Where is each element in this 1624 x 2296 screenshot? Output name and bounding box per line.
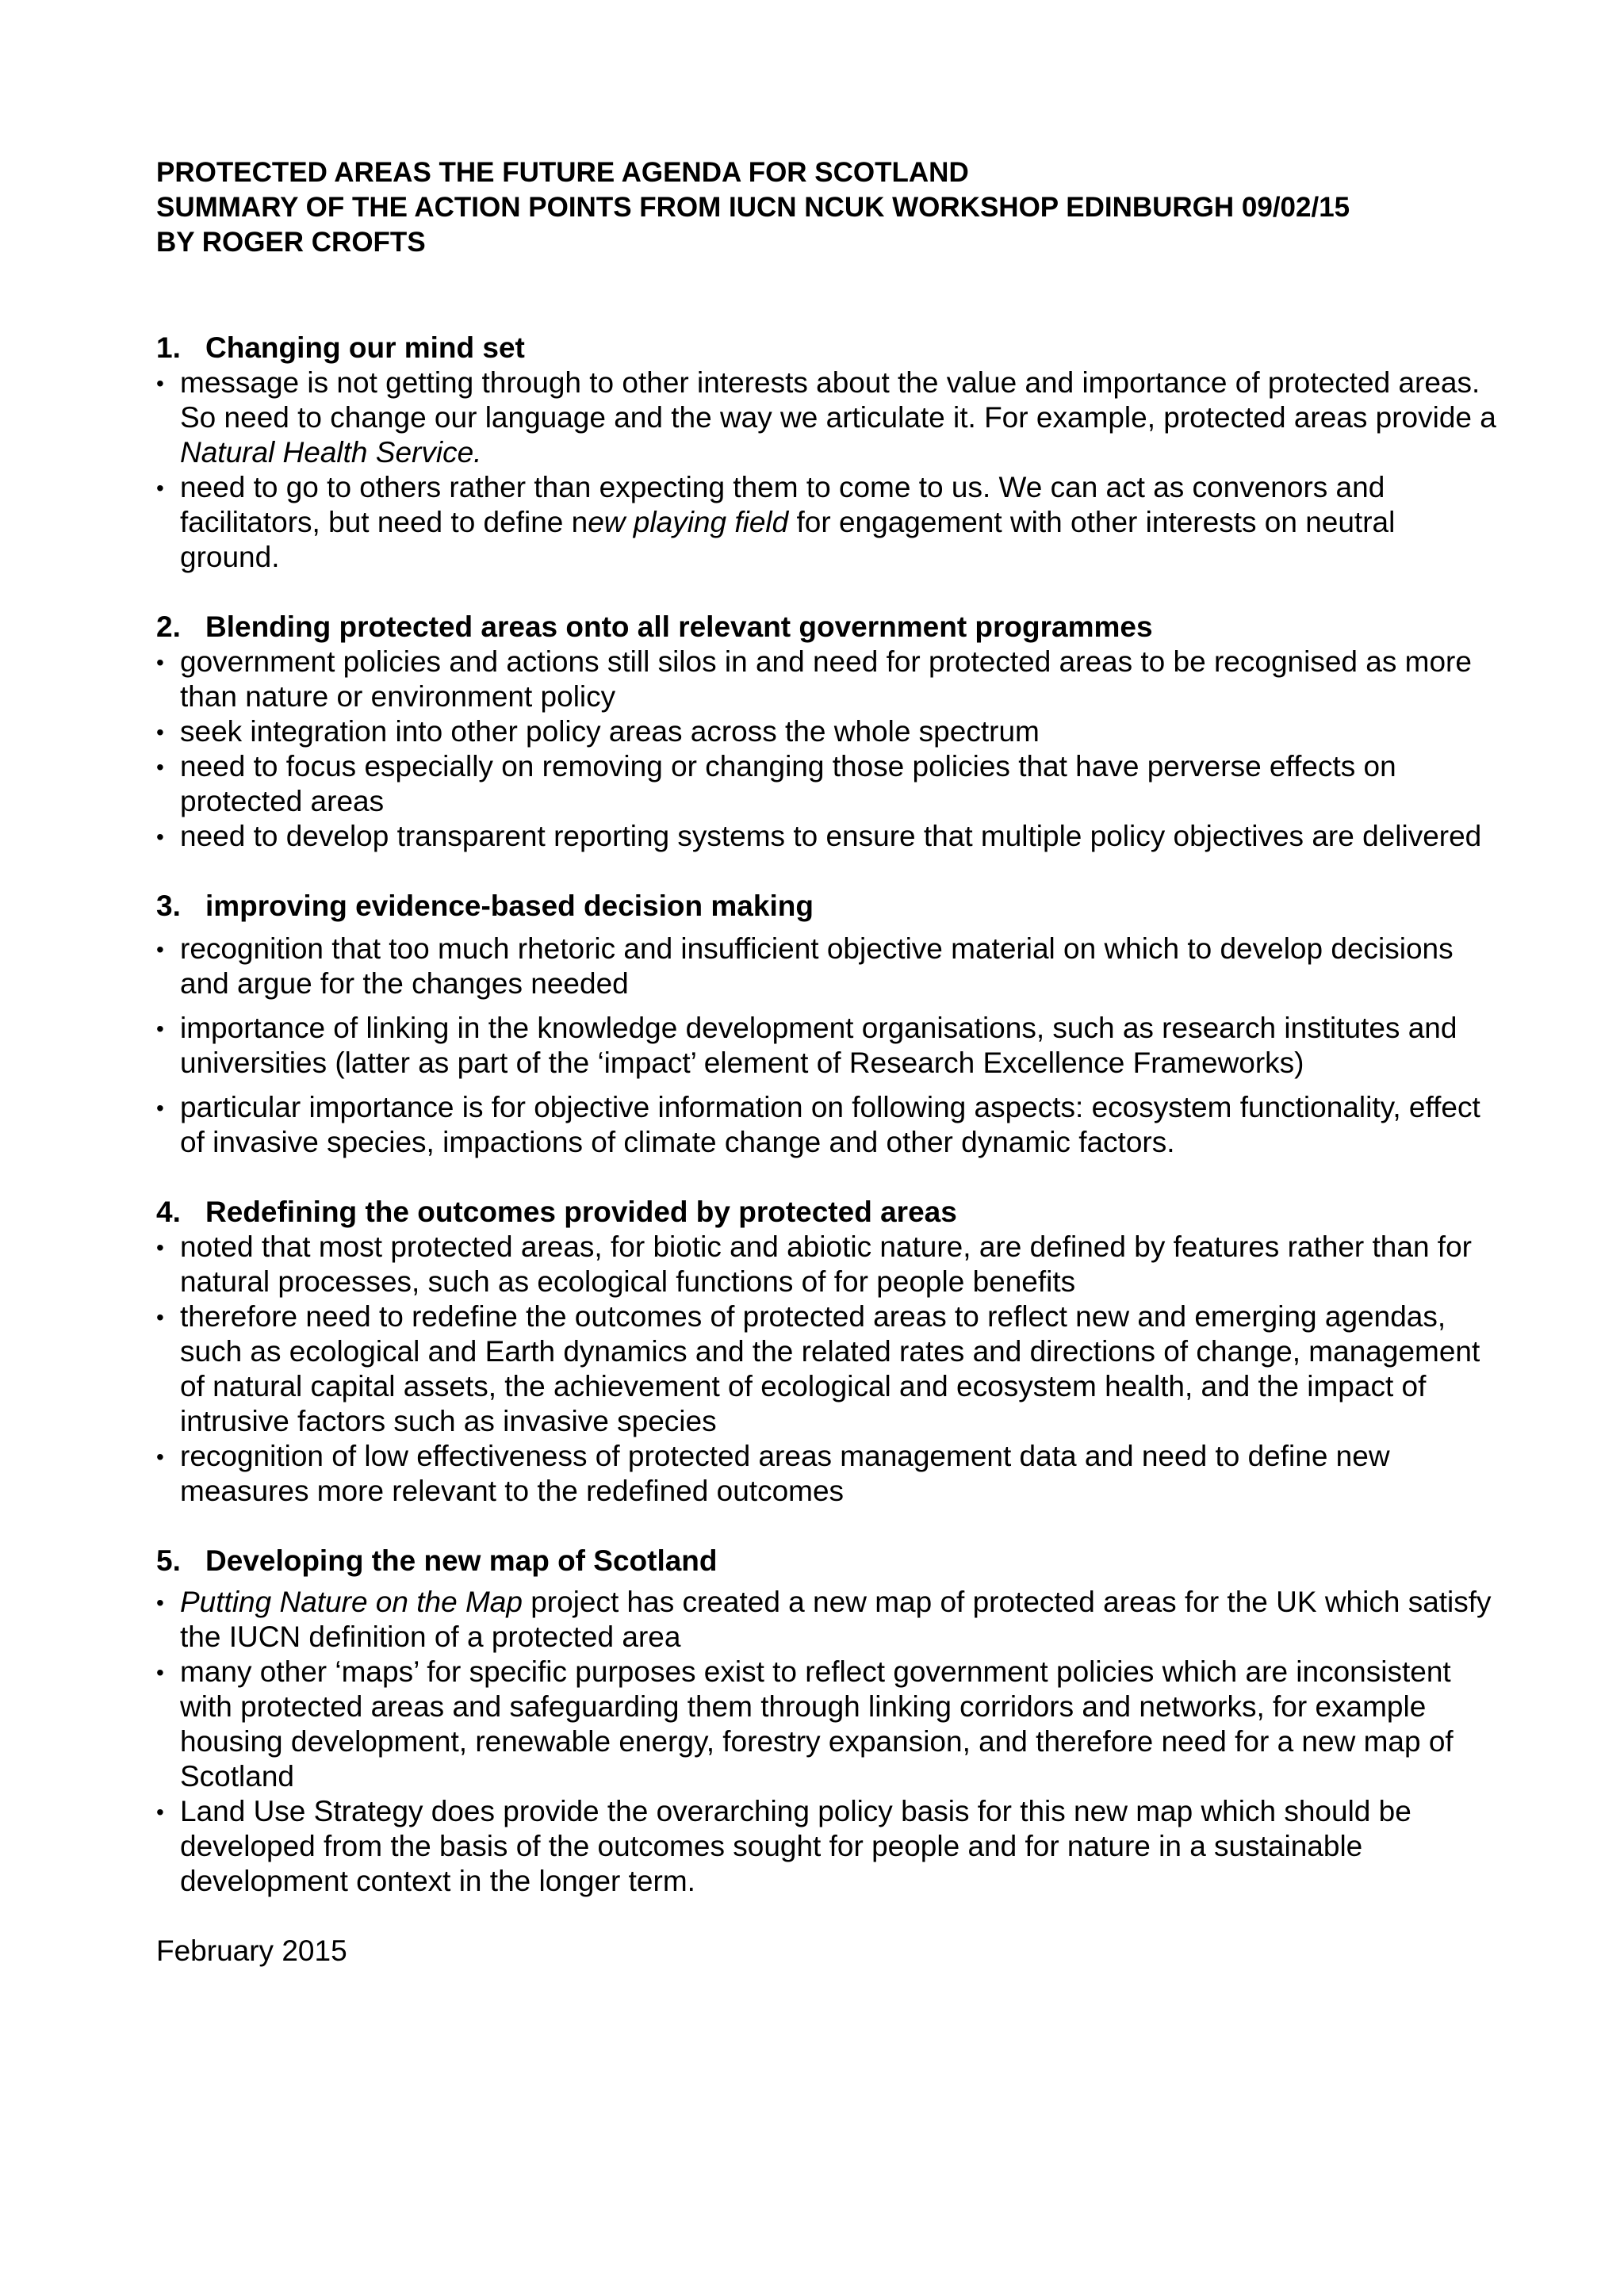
section-heading (156, 610, 1496, 645)
bullet-icon: • (156, 1016, 164, 1041)
section-number: 2. (156, 610, 181, 643)
bullet-text: need to develop transparent reporting systems to ensure that multiple policy objectives are delivered (180, 820, 1482, 852)
bullet-text-tail: for engagement with other interests on neutral ground. (180, 506, 1396, 573)
bullet-icon: • (156, 1800, 164, 1824)
list-item (156, 1655, 1496, 1794)
bullet-icon: • (156, 476, 164, 500)
bullet-text: need to go to others rather than expecting them to come to us. We can act as convenors and facilitators, but need to define n (180, 471, 1385, 538)
bullet-icon: • (156, 1096, 164, 1120)
bullet-icon: • (156, 755, 164, 779)
bullet-emphasis: Putting Nature on the Map (180, 1586, 523, 1618)
bullet-icon: • (156, 1305, 164, 1330)
bullet-text-tail: project has created a new map of protected areas for the UK which satisfy the IUCN definition of a protected area (180, 1586, 1492, 1653)
bullet-text: government policies and actions still silos in and need for protected areas to be recognised as more than nature or environment policy (180, 645, 1472, 713)
bullet-text: particular importance is for objective information on following aspects: ecosystem functionality, effect of invasive species, impactions of climate change and other dynamic factors. (180, 1091, 1480, 1158)
section-new-map-of-scotland (156, 1544, 1496, 1899)
bullet-text: therefore need to redefine the outcomes of protected areas to reflect new and emerging agendas, such as ecological and Earth dynamics and the related rates and directions of change, management of natural capital assets, the achievement of ecological and ecosystem health, and the impact of intrusive factors such as invasive species (180, 1300, 1480, 1437)
section-number: 4. (156, 1196, 181, 1228)
bullet-icon: • (156, 720, 164, 744)
section-heading (156, 1195, 1496, 1230)
bullet-text: importance of linking in the knowledge development organisations, such as research institutes and universities (latter as part of the ‘impact’ element of Research Excellence Frameworks) (180, 1012, 1457, 1079)
section-number: 5. (156, 1544, 181, 1577)
bullet-icon: • (156, 650, 164, 675)
document-body (156, 155, 1496, 1998)
bullet-list (156, 1585, 1496, 1899)
bullet-icon: • (156, 1660, 164, 1685)
section-title: Developing the new map of Scotland (205, 1544, 718, 1577)
list-item (156, 819, 1496, 854)
section-title: improving evidence-based decision making (205, 890, 814, 922)
list-item (156, 1299, 1496, 1439)
section-heading (156, 331, 1496, 365)
bullet-icon: • (156, 1235, 164, 1260)
section-redefining-outcomes (156, 1195, 1496, 1509)
list-item (156, 1794, 1496, 1899)
bullet-text: recognition of low effectiveness of protected areas management data and need to define new measures more relevant to the redefined outcomes (180, 1440, 1390, 1507)
list-item (156, 645, 1496, 714)
bullet-text: need to focus especially on removing or changing those policies that have perverse effects on protected areas (180, 750, 1396, 817)
list-item (156, 1585, 1496, 1655)
list-item (156, 470, 1496, 575)
bullet-emphasis: Natural Health Service. (180, 436, 482, 469)
bullet-text: noted that most protected areas, for biotic and abiotic nature, are defined by features rather than for natural processes, such as ecological functions of for people benefits (180, 1230, 1472, 1298)
bullet-icon: • (156, 1590, 164, 1615)
bullet-icon: • (156, 937, 164, 962)
bullet-icon: • (156, 825, 164, 849)
bullet-list (156, 645, 1496, 854)
title-line-1: PROTECTED AREAS THE FUTURE AGENDA FOR SCOTLAND (156, 157, 969, 188)
list-item (156, 749, 1496, 819)
section-title: Changing our mind set (205, 331, 525, 364)
section-heading (156, 889, 1496, 924)
list-item (156, 714, 1496, 749)
bullet-text: seek integration into other policy areas across the whole spectrum (180, 715, 1040, 748)
bullet-emphasis: ew playing field (588, 506, 789, 538)
section-blending-protected-areas (156, 610, 1496, 854)
section-title: Redefining the outcomes provided by protected areas (205, 1196, 957, 1228)
bullet-text: many other ‘maps’ for specific purposes exist to reflect government policies which are inconsistent with protected areas and safeguarding them through linking corridors and networks, for example housing development, renewable energy, forestry expansion, and therefore need for a new map of Scotland (180, 1655, 1454, 1793)
bullet-list (156, 365, 1496, 575)
bullet-text: Land Use Strategy does provide the overarching policy basis for this new map which should be developed from the basis of the outcomes sought for people and for nature in a sustainable development context in the longer term. (180, 1795, 1411, 1897)
list-item (156, 1011, 1496, 1081)
section-heading (156, 1544, 1496, 1578)
bullet-list (156, 1230, 1496, 1509)
document-title (156, 155, 1496, 260)
section-evidence-based-decision-making (156, 889, 1496, 1160)
bullet-text: recognition that too much rhetoric and insufficient objective material on which to develop decisions and argue for the changes needed (180, 932, 1454, 1000)
list-item (156, 1090, 1496, 1160)
list-item (156, 932, 1496, 1001)
document-date: February 2015 (156, 1934, 347, 1967)
title-line-2: SUMMARY OF THE ACTION POINTS FROM IUCN NCUK WORKSHOP EDINBURGH 09/02/15 (156, 192, 1350, 223)
bullet-text: message is not getting through to other interests about the value and importance of protected areas. So need to change our language and the way we articulate it. For example, protected areas provide a (180, 366, 1496, 434)
bullet-icon: • (156, 1445, 164, 1469)
list-item (156, 365, 1496, 470)
section-number: 3. (156, 890, 181, 922)
bullet-icon: • (156, 371, 164, 396)
section-number: 1. (156, 331, 181, 364)
list-item (156, 1439, 1496, 1509)
bullet-list (156, 932, 1496, 1160)
title-line-3: BY ROGER CROFTS (156, 227, 426, 258)
section-title: Blending protected areas onto all relevant government programmes (205, 610, 1153, 643)
section-changing-mind-set (156, 331, 1496, 575)
list-item (156, 1230, 1496, 1299)
